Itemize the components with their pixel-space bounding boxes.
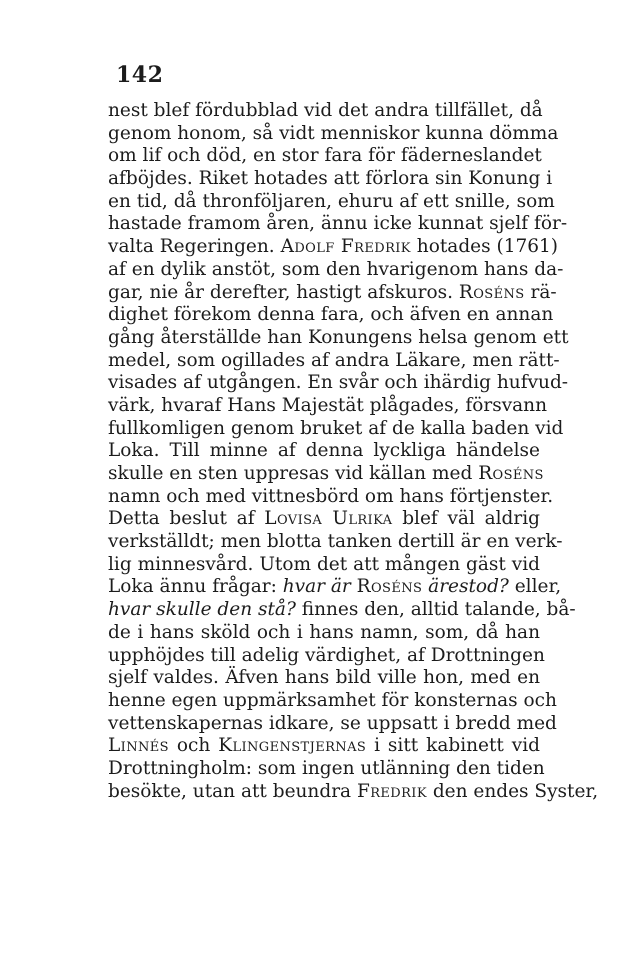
text-line [108, 236, 559, 259]
text-line [108, 168, 553, 191]
text-run: henne egen uppmärksamhet för konsternas och [108, 689, 557, 711]
text-run: verkställdt; men blotta tanken dertill är en verk- [108, 531, 563, 553]
text-run: blef väl aldrig [392, 508, 540, 530]
body-text [108, 100, 599, 803]
text-line [108, 780, 599, 804]
text-run: visades af utgången. En svår och ihärdig hufvud- [108, 372, 569, 394]
text-run: finnes den, alltid talande, bå- [295, 599, 576, 621]
text-run: gar, nie år derefter, hastigt afskuros. [108, 281, 459, 303]
text-run: Drottningholm: som ingen utlänning den tiden [108, 757, 545, 779]
text-line [108, 145, 540, 168]
text-line [108, 757, 545, 781]
text-run: värk, hvaraf Hans Majestät plågades, försvann [108, 394, 548, 416]
text-run: de i hans sköld och i hans namn, som, då han [108, 621, 540, 643]
text-run: namn och med vittnesbörd om hans förtjenster. [108, 485, 554, 507]
text-line [108, 485, 554, 509]
text-run: nest blef fördubblad vid det andra tillfället, då [108, 100, 543, 121]
name-small-caps: Roséns [478, 463, 544, 484]
name-small-caps: Lovisa Ulrika [264, 508, 393, 530]
text-line [108, 622, 540, 645]
text-line [108, 122, 559, 146]
text-run: valta Regeringen. [108, 236, 281, 258]
text-line [108, 258, 564, 282]
text-run: eller, [508, 576, 562, 598]
text-run: en tid, då thronföljaren, ehuru af ett snille, som [108, 190, 555, 212]
text-run: Loka ännu frågar: [108, 576, 283, 598]
text-line [108, 576, 562, 599]
text-line [108, 372, 569, 395]
text-run: och [168, 735, 219, 757]
text-line [108, 281, 557, 305]
text-line [108, 667, 540, 690]
text-line [108, 394, 548, 418]
italic-text: hvar skulle den stå? [108, 599, 296, 621]
text-line [108, 417, 564, 441]
text-run: Detta beslut af [108, 508, 265, 530]
text-run: upphöjdes till adelig värdighet, af Drottningen [108, 644, 545, 666]
italic-text: hvar är [282, 576, 357, 598]
name-small-caps: Roséns [458, 281, 525, 303]
text-line [108, 100, 543, 123]
text-run: medel, som ogillades af andra Läkare, men rätt- [108, 349, 560, 371]
text-run: besökte, utan att beundra [108, 780, 357, 802]
text-run: lig minnesvård. Utom det att mången gäst vid [108, 553, 540, 575]
text-line [108, 326, 569, 350]
text-line [108, 531, 563, 554]
text-run: genom honom, så vidt menniskor kunna dömma [108, 122, 559, 144]
name-small-caps: Fredrik [356, 780, 427, 802]
name-small-caps: Roséns [356, 576, 423, 598]
name-small-caps: Adolf Fredrik [280, 236, 411, 258]
text-line [108, 599, 576, 622]
text-run: gång återställde han Konungens helsa genom ett [108, 326, 569, 348]
text-run: den endes Syster, [426, 780, 599, 802]
name-small-caps: Linnés [108, 735, 169, 757]
text-line [108, 213, 568, 236]
text-line [108, 508, 540, 531]
text-run: hotades (1761) [410, 236, 559, 258]
text-run: fullkomligen genom bruket af de kalla baden vid [108, 417, 564, 439]
page-number: 142 [116, 62, 164, 88]
text-line [108, 712, 557, 736]
text-line [108, 190, 555, 214]
text-line [108, 463, 544, 486]
text-run: af en dylik anstöt, som den hvarigenom hans da- [108, 258, 564, 280]
text-line [108, 644, 545, 668]
text-run: vettenskapernas idkare, se uppsatt i bredd med [108, 712, 557, 734]
name-small-caps: Klingenstjernas [218, 735, 367, 757]
text-line [108, 349, 560, 373]
text-run: sjelf valdes. Äfven hans bild ville hon, med en [108, 667, 540, 689]
text-line [108, 554, 540, 577]
text-line [108, 689, 557, 713]
text-run: skulle en sten uppresas vid källan med [108, 463, 479, 484]
text-run: om lif och död, en stor fara för fäderneslandet [108, 145, 542, 167]
italic-text: ärestod? [422, 576, 509, 598]
text-run: hastade framom åren, ännu icke kunnat sjelf för- [108, 213, 568, 235]
text-run: i sitt kabinett vid [366, 735, 540, 757]
text-run: rä- [524, 281, 557, 303]
text-line [108, 735, 540, 758]
text-run: afböjdes. Riket hotades att förlora sin Konung i [108, 168, 553, 190]
text-run: dighet förekom denna fara, och äfven en annan [108, 304, 554, 326]
text-line [108, 304, 554, 327]
text-line [108, 440, 540, 463]
text-run: Loka. Till minne af denna lyckliga händelse [108, 440, 540, 462]
